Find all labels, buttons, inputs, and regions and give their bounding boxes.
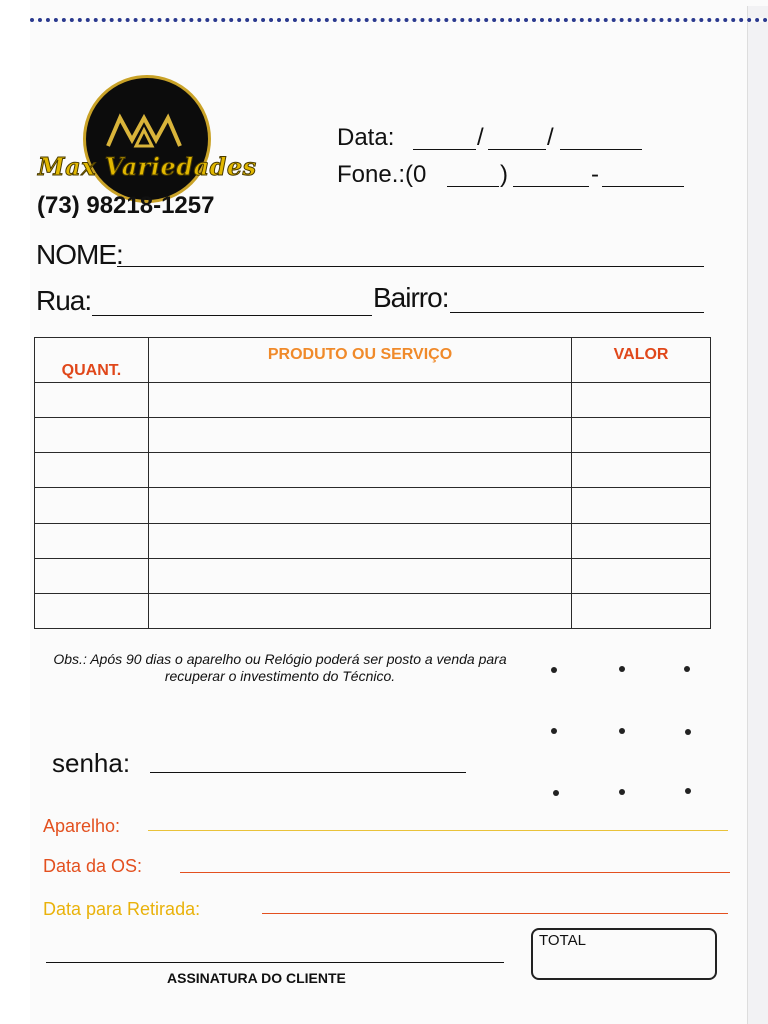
table-header-row [35,338,711,383]
table-row[interactable] [35,418,711,453]
retirada-line[interactable] [262,913,728,914]
fone-ddd-line[interactable] [447,186,499,187]
rua-label: Rua: [36,285,92,316]
nome-label: NOME: [36,239,123,270]
obs-note: Obs.: Após 90 dias o aparelho ou Relógio poderá ser posto a venda para recuperar o investimento do Técnico. [53,651,507,684]
torn-top-edge [30,0,768,22]
table-row[interactable] [35,488,711,523]
items-table [34,337,711,629]
retirada-label: Data para Retirada: [43,899,201,919]
fone-label: Fone.:(0 [337,161,427,188]
bairro-line[interactable] [450,312,704,313]
aparelho-line[interactable] [148,830,728,831]
total-box[interactable] [531,928,717,980]
brand-phone: (73) 98218-1257 [37,192,215,219]
rua-line[interactable] [92,315,372,316]
page-right-edge [747,0,768,1024]
fone-part2-line[interactable] [602,186,684,187]
total-label: TOTAL [539,932,586,949]
brand-name: Max Variedades [38,152,257,181]
date-sep-1: / [477,124,484,151]
pattern-dot[interactable] [551,728,557,734]
data-os-line[interactable] [180,872,730,873]
data-label: Data: [337,124,395,151]
bairro-label: Bairro: [373,282,449,313]
table-row[interactable] [35,558,711,593]
logo-circle [83,75,211,203]
nome-line[interactable] [117,266,704,267]
pattern-dot[interactable] [619,728,625,734]
table-row[interactable] [35,453,711,488]
fone-paren: ) [500,161,508,188]
col-header-valor: VALOR [572,338,711,383]
senha-line[interactable] [150,772,466,773]
data-os-label: Data da OS: [43,856,143,876]
pattern-dot[interactable] [685,788,691,794]
table-row[interactable] [35,383,711,418]
pattern-dot[interactable] [553,790,559,796]
date-year-line[interactable] [560,149,642,150]
pattern-dot[interactable] [684,666,690,672]
col-header-produto: PRODUTO OU SERVIÇO [148,338,571,383]
page-left-margin [0,0,30,1024]
senha-label: senha: [52,748,131,778]
aparelho-label: Aparelho: [43,816,121,836]
signature-line[interactable] [46,962,504,963]
col-header-quant: QUANT. [35,338,149,383]
pattern-dot[interactable] [685,729,691,735]
fone-part1-line[interactable] [513,186,589,187]
fone-dash: - [591,161,599,188]
signature-label: ASSINATURA DO CLIENTE [167,970,346,986]
date-month-line[interactable] [488,149,546,150]
date-day-line[interactable] [413,149,476,150]
table-row[interactable] [35,593,711,628]
pattern-dot[interactable] [551,667,557,673]
pattern-dot[interactable] [619,789,625,795]
pattern-dot[interactable] [619,666,625,672]
monogram-logo-icon [86,78,208,200]
table-row[interactable] [35,523,711,558]
date-sep-2: / [547,124,554,151]
